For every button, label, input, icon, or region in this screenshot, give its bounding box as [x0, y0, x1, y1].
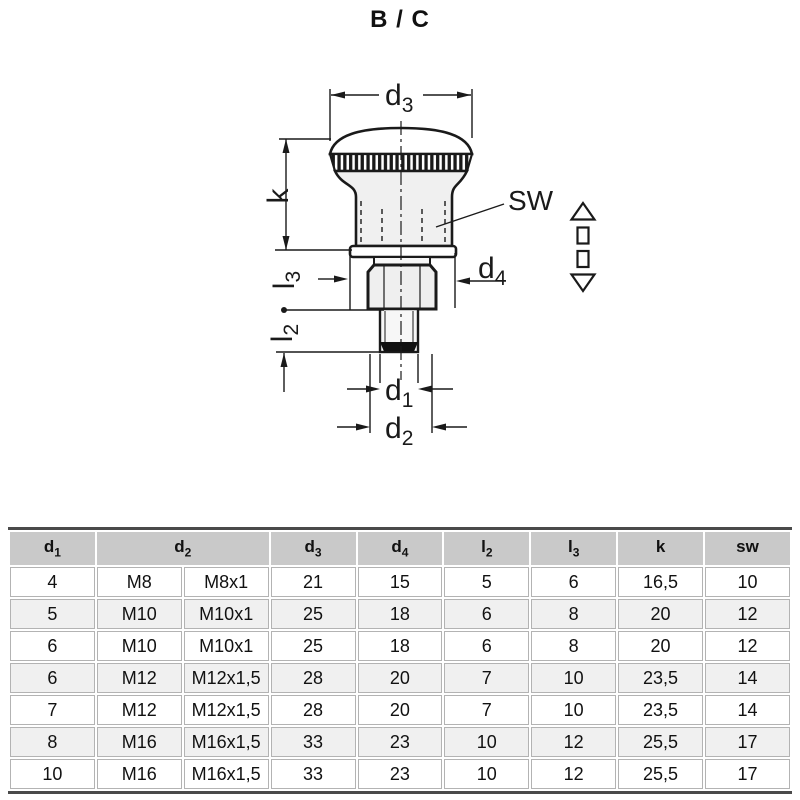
col-header-l3: $l_3$: [531, 532, 616, 565]
table-cell: 12: [531, 727, 616, 757]
triangle-down-icon: [572, 275, 595, 292]
table-cell: 10: [10, 759, 95, 789]
table-cell: 18: [358, 631, 443, 661]
page-title: B / C: [370, 6, 430, 33]
dim-d4: [455, 252, 507, 308]
table-cell: 18: [358, 599, 443, 629]
table-cell: 12: [531, 759, 616, 789]
table-cell: M16: [97, 759, 182, 789]
table-cell: 4: [10, 567, 95, 597]
col-header-d3: $d_3$: [271, 532, 356, 565]
table-cell: 25: [271, 599, 356, 629]
table-row: [10, 599, 790, 629]
table-cell: 28: [271, 695, 356, 725]
table-cell: 12: [705, 631, 790, 661]
table-cell: 10: [705, 567, 790, 597]
table-cell: 23: [358, 727, 443, 757]
table-cell: 6: [531, 567, 616, 597]
l2-label: $l_2$: [266, 323, 303, 343]
table-cell: 20: [618, 599, 703, 629]
square-icon: [578, 228, 589, 244]
table-header-row: [10, 532, 790, 565]
table-cell: 8: [531, 631, 616, 661]
dimension-table: [8, 530, 792, 791]
col-header-k: k: [618, 532, 703, 565]
motion-indicator-icon: [572, 203, 595, 291]
table-cell: 10: [531, 663, 616, 693]
table-cell: 28: [271, 663, 356, 693]
table-cell: 14: [705, 695, 790, 725]
flange: [350, 246, 456, 257]
k-label: k: [262, 188, 295, 204]
table-cell: 5: [10, 599, 95, 629]
dimension-table-wrap: [8, 527, 792, 794]
table-cell: M12x1,5: [184, 695, 269, 725]
table-cell: 25,5: [618, 727, 703, 757]
table-cell: 6: [10, 663, 95, 693]
table-cell: 20: [358, 695, 443, 725]
table-cell: 7: [444, 695, 529, 725]
table-cell: 25: [271, 631, 356, 661]
table-cell: 10: [444, 727, 529, 757]
d1-label: $d_1$: [385, 374, 414, 412]
hex-bushing: [368, 265, 436, 309]
table-cell: 8: [531, 599, 616, 629]
d2-label: $d_2$: [385, 412, 414, 450]
table-cell: 7: [10, 695, 95, 725]
table-cell: 20: [618, 631, 703, 661]
sw-label: SW: [508, 185, 554, 216]
col-header-l2: $l_2$: [444, 532, 529, 565]
table-cell: M10: [97, 631, 182, 661]
l3-label: $l_3$: [268, 270, 305, 290]
table-row: [10, 663, 790, 693]
table-cell: 23,5: [618, 663, 703, 693]
square-icon: [578, 251, 589, 267]
table-cell: 25,5: [618, 759, 703, 789]
triangle-up-icon: [572, 203, 595, 220]
table-row: [10, 759, 790, 789]
dim-l3: [268, 251, 350, 310]
table-cell: 33: [271, 727, 356, 757]
table-cell: 15: [358, 567, 443, 597]
table-cell: 17: [705, 759, 790, 789]
col-header-d1: $d_1$: [10, 532, 95, 565]
table-cell: M16: [97, 727, 182, 757]
table-cell: 20: [358, 663, 443, 693]
table-cell: M10x1: [184, 599, 269, 629]
table-row: [10, 567, 790, 597]
table-cell: M16x1,5: [184, 727, 269, 757]
table-cell: 10: [531, 695, 616, 725]
table-cell: 16,5: [618, 567, 703, 597]
table-row: [10, 695, 790, 725]
col-header-d2: $d_2$: [97, 532, 269, 565]
table-cell: 14: [705, 663, 790, 693]
d3-label: $d_3$: [385, 79, 414, 117]
table-cell: M16x1,5: [184, 759, 269, 789]
table-cell: M12: [97, 695, 182, 725]
col-header-sw: sw: [705, 532, 790, 565]
table-cell: 6: [444, 631, 529, 661]
table-cell: 17: [705, 727, 790, 757]
table-cell: 6: [444, 599, 529, 629]
table-cell: M10x1: [184, 631, 269, 661]
table-cell: M12x1,5: [184, 663, 269, 693]
table-cell: 7: [444, 663, 529, 693]
pin-chamfer: [380, 342, 418, 352]
table-cell: M8x1: [184, 567, 269, 597]
d4-label: $d_4$: [478, 252, 507, 290]
table-cell: 6: [10, 631, 95, 661]
table-cell: M12: [97, 663, 182, 693]
table-row: [10, 631, 790, 661]
table-cell: 33: [271, 759, 356, 789]
table-cell: 10: [444, 759, 529, 789]
col-header-d4: $d_4$: [358, 532, 443, 565]
table-cell: 8: [10, 727, 95, 757]
table-cell: 5: [444, 567, 529, 597]
table-cell: M10: [97, 599, 182, 629]
table-cell: 21: [271, 567, 356, 597]
table-cell: 23,5: [618, 695, 703, 725]
table-cell: M8: [97, 567, 182, 597]
table-cell: 23: [358, 759, 443, 789]
table-cell: 12: [705, 599, 790, 629]
table-row: [10, 727, 790, 757]
dim-d1: [347, 354, 453, 412]
